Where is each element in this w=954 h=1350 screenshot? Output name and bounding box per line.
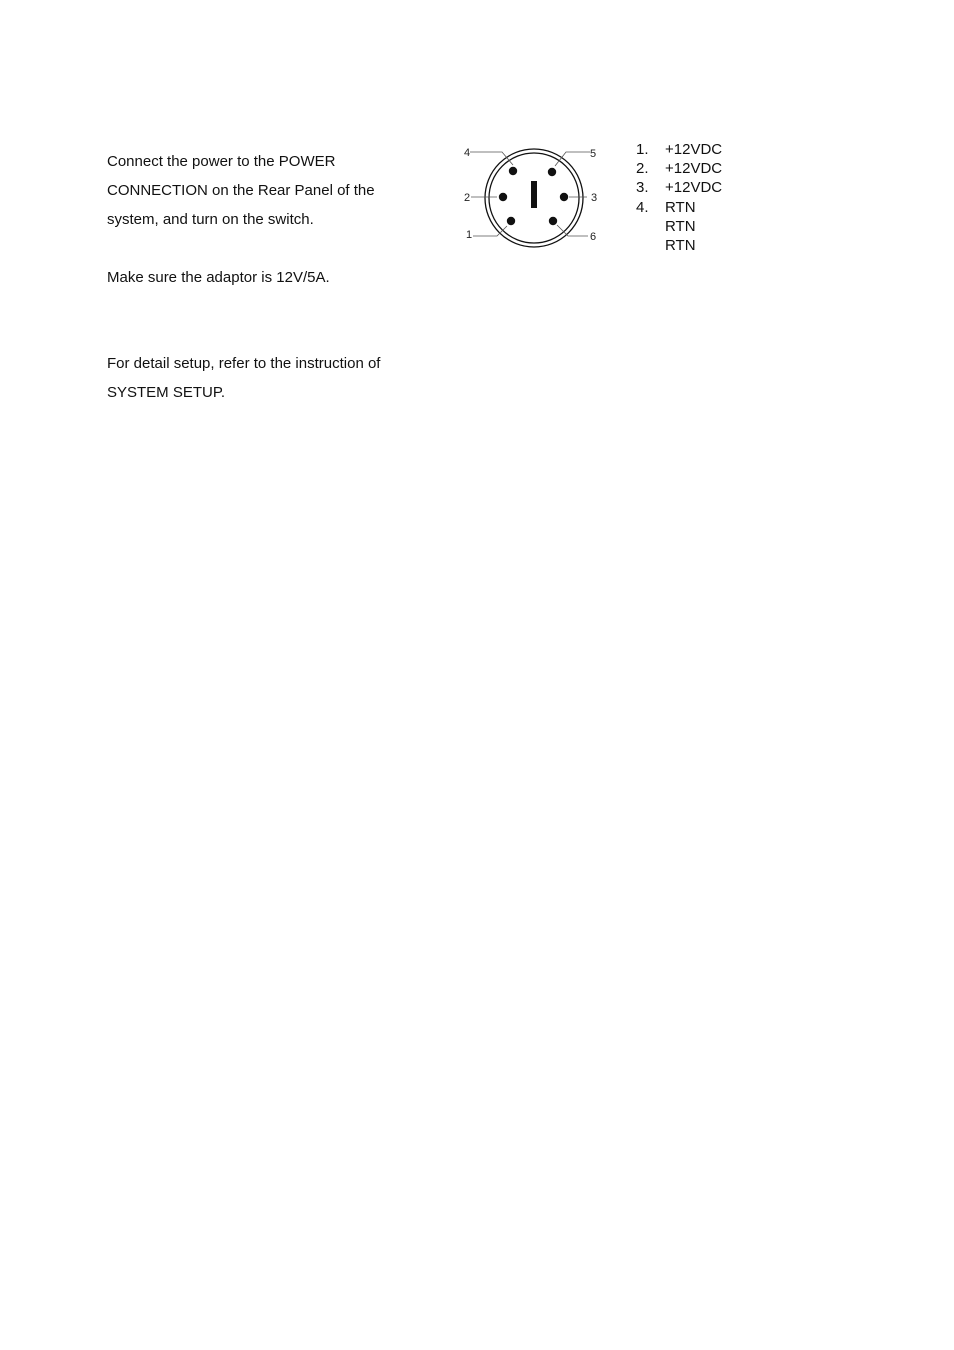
setup-reference-line: For detail setup, refer to the instruction of — [107, 355, 381, 372]
connector-pin-2 — [499, 193, 507, 201]
connector-pin-6 — [549, 217, 557, 225]
power-instruction-line: Connect the power to the POWER — [107, 153, 336, 170]
pin-assignment-item — [636, 198, 722, 217]
connector-center-key — [531, 181, 537, 208]
pin-label-4: 4 — [464, 147, 471, 159]
pin-number: 3. — [636, 179, 649, 197]
connector-pin-3 — [560, 193, 568, 201]
power-instruction-line: CONNECTION on the Rear Panel of the — [107, 182, 375, 199]
pin-assignment-item — [636, 159, 722, 178]
pin-signal: RTN — [665, 217, 696, 235]
pin-label-1: 1 — [466, 229, 473, 241]
pin-signal: RTN — [665, 198, 696, 216]
setup-reference-line: SYSTEM SETUP. — [107, 384, 226, 401]
power-connector-diagram — [455, 138, 605, 256]
pin-number — [636, 236, 665, 255]
pin-signal: RTN — [665, 237, 696, 255]
connector-pin-5 — [548, 168, 556, 176]
pin-signal: +12VDC — [665, 179, 723, 197]
pin-number — [636, 217, 665, 236]
connector-pin-4 — [509, 167, 517, 175]
leader-line-5 — [555, 152, 590, 166]
pin-assignment-item — [636, 236, 722, 255]
adaptor-note: Make sure the adaptor is 12V/5A. — [107, 269, 330, 286]
pin-label-2: 2 — [464, 192, 471, 204]
pin-label-3: 3 — [591, 192, 598, 204]
pin-assignment-list — [636, 140, 722, 255]
pin-label-6: 6 — [590, 231, 597, 243]
pin-label-5: 5 — [590, 148, 597, 160]
pin-signal: +12VDC — [665, 141, 723, 158]
leader-line-6 — [557, 225, 588, 236]
pin-number: 2. — [636, 160, 649, 178]
pin-assignment-item — [636, 217, 722, 236]
connector-pin-1 — [507, 217, 515, 225]
pin-number: 4. — [636, 198, 649, 216]
pin-assignment-item — [636, 178, 722, 197]
power-instruction-line: system, and turn on the switch. — [107, 211, 314, 228]
pin-signal: +12VDC — [665, 160, 723, 178]
pin-assignment-item — [636, 140, 722, 159]
pin-number: 1. — [636, 141, 649, 158]
instructions-text — [107, 147, 427, 407]
